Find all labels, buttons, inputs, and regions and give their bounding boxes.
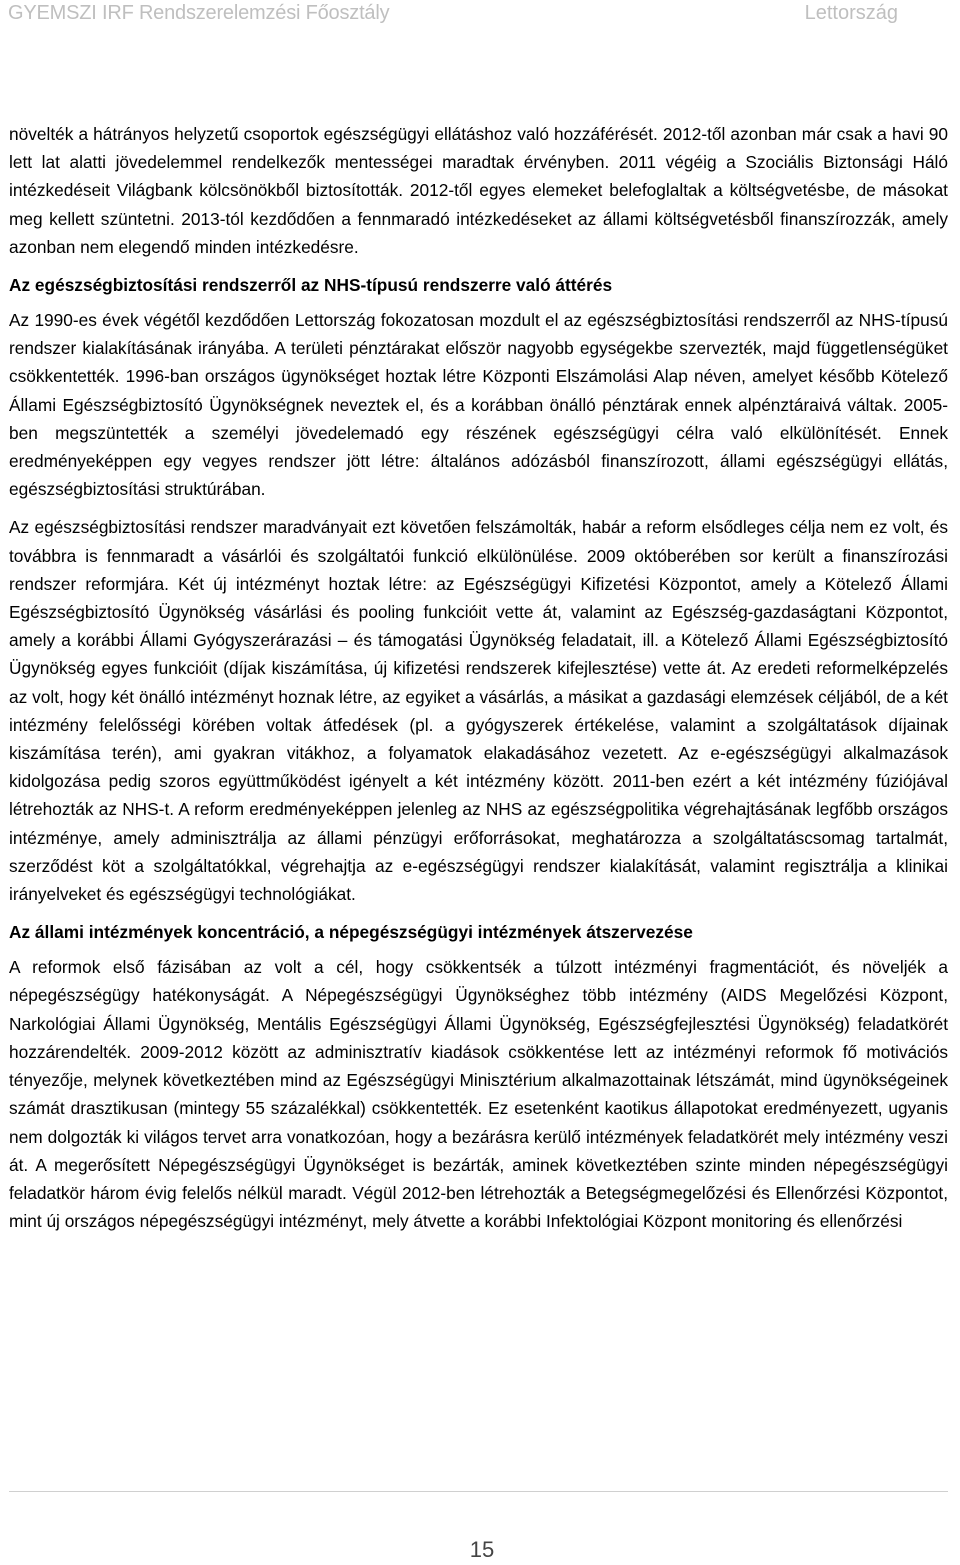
document-body (9, 120, 948, 1245)
paragraph-public-health-reorganization: A reformok első fázisában az volt a cél, hogy csökkentsék a túlzott intézményi fragmentációt, és növeljék a népegészségügy hatékonyságát. A Népegészségügyi Ügynökséghez több intézmény (AIDS Megelőzési Központ, Narkológiai Állami Ügynökség, Mentális Egészségügyi Állami Ügynökség, Egészségfejlesztési Ügynökség) feladatkörét hozzárendelték. 2009-2012 között az adminisztratív kiadások csökkentése lett az intézményi reformok fő motivációs tényezője, melynek következtében mind az Egészségügyi Minisztérium alkalmazottainak létszámát, mind ügynökségeinek számát drasztikusan (mintegy 55 százalékkal) csökkentették. Ez esetenként kaotikus állapotokat eredményezett, ugyanis nem dolgozták ki világos tervet arra vonatkozóan, hogy a bezárásra kerülő intézmények feladatkörét mely intézmény veszi át. A megerősített Népegészségügyi Ügynökséget is bezárták, aminek következtében szinte minden népegészségügyi feladatkör három évig felelős nélkül maradt. Végül 2012-ben létrehozták a Betegségmegelőzési és Ellenőrzési Központot, mint új országos népegészségügyi intézményt, mely átvette a korábbi Infektológiai Központ monitoring és ellenőrzési (9, 957, 948, 1232)
footer-divider (9, 1491, 948, 1492)
paragraph-insurance-abolition: Az egészségbiztosítási rendszer maradványait ezt követően felszámolták, habár a reform elsődleges célja nem ez volt, és továbbra is fennmaradt a vásárlói és szolgáltatói funkció elkülönülése. 2009 októberében sor került a finanszírozási rendszer reformjára. Két új intézményt hoztak létre: az Egészségügyi Kifizetési Központot, amely a Kötelező Állami Egészségbiztosító Ügynökség vásárlási és pooling funkcióit vette át, valamint az Egészség-gazdaságtani Központot, amely a korábbi Állami Gyógyszerárazási – és támogatási Ügynökség feladatait, ill. a Kötelező Állami Egészségbiztosító Ügynökség egyes funkcióit (díjak kiszámítása, új kifizetési rendszerek kifejlesztése) vette át. Az eredeti reformelképzelés az volt, hogy két önálló intézményt hoznak létre, az egyiket a vásárlás, a másikat a gazdasági elemzések céljából, de a két intézmény felelősségi körében voltak átfedések (pl. a gyógyszerek értékelése, valamint a szolgáltatások díjainak kiszámítása terén), ami gyakran vitákhoz, a folyamatok elakadásához vezetett. Az e-egészségügyi alkalmazások kidolgozása pedig szoros együttműködést igényelt a két intézmény között. 2011-ben ezért a két intézmény fúziójával létrehozták az NHS-t. A reform eredményeképpen jelenleg az NHS az egészségpolitika végrehajtásának legfőbb országos intézménye, amely adminisztrálja az állami pénzügyi erőforrásokat, meghatározza a szolgáltatáscsomag tartalmát, szerződést köt a szolgáltatókkal, végrehajtja az e-egészségügyi rendszer kialakítását, valamint regisztrálja a klinikai irányelveket és egészségügyi technológiákat. (9, 517, 948, 905)
page-number (0, 1537, 960, 1563)
section-heading-nhs-transition: Az egészségbiztosítási rendszerről az NHS-típusú rendszerre való áttérés (9, 275, 613, 296)
header-country: Lettország (804, 2, 898, 24)
header-organization: GYEMSZI IRF Rendszerelemzési Főosztály (8, 2, 390, 24)
paragraph-nhs-transition: Az 1990-es évek végétől kezdődően Lettország fokozatosan mozdult el az egészségbiztosítási rendszerről az NHS-típusú rendszer kialakításának irányába. A területi pénztárakat először nagyobb egységekbe szervezték, majd függetlenségüket csökkentették. 1996-ban országos ügynökséget hoztak létre Központi Elszámolási Alap néven, amelyet később Kötelező Állami Egészségbiztosító Ügynökségnek neveztek el, és a korábban önálló pénztárak ennek alpénztáraivá váltak. 2005-ben megszüntették a személyi jövedelemadó egy részének egészségügyi célra való elkülönítését. Ennek eredményeképpen egy vegyes rendszer jött létre: általános adózásból finanszírozott, állami egészségügyi ellátás, egészségbiztosítási struktúrában. (9, 310, 948, 500)
page-header (0, 0, 960, 30)
paragraph-social-safety-net: növelték a hátrányos helyzetű csoportok egészségügyi ellátáshoz való hozzáférését. 2012-től azonban már csak a havi 90 lett lat alatti jövedelemmel rendelkezők mentességei maradtak érvényben. 2011 végéig a Szociális Biztonsági Háló intézkedéseit Világbank kölcsönökből biztosították. 2012-től egyes elemeket belefoglaltak a költségvetésbe, de másokat meg kellett szüntetni. 2013-tól kezdődően a fennmaradó intézkedéseket az állami költségvetésből finanszírozzák, amely azonban nem elegendő minden intézkedésre. (9, 124, 948, 257)
page-number-text: 15 (469, 1537, 495, 1562)
section-heading-public-health-reorganization: Az állami intézmények koncentráció, a népegészségügyi intézmények átszervezése (9, 922, 693, 943)
